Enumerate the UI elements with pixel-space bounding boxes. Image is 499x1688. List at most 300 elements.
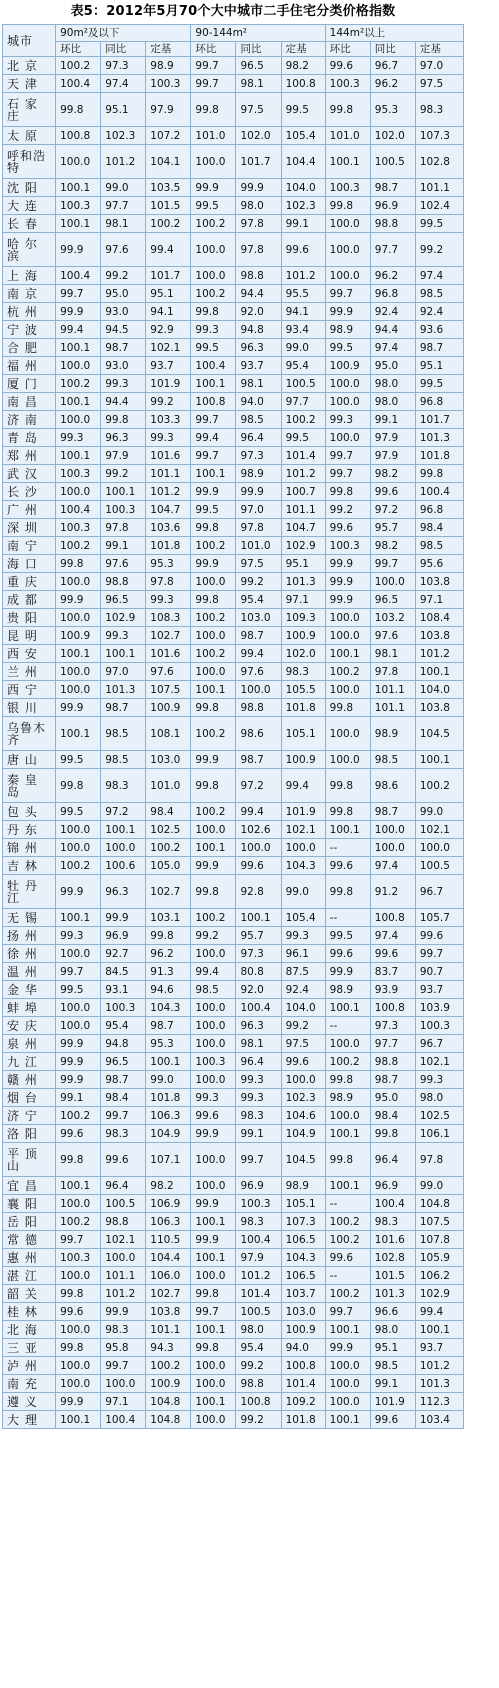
value-cell: 101.8 bbox=[415, 447, 463, 465]
value-cell: 104.5 bbox=[281, 1143, 325, 1177]
value-cell: -- bbox=[325, 1017, 370, 1035]
city-cell: 天 津 bbox=[3, 75, 56, 93]
value-cell: 97.3 bbox=[236, 447, 281, 465]
value-cell: 99.0 bbox=[146, 1071, 191, 1089]
value-cell: 104.0 bbox=[281, 999, 325, 1017]
value-cell: 97.8 bbox=[236, 215, 281, 233]
value-cell: 100.1 bbox=[236, 909, 281, 927]
value-cell: 103.8 bbox=[415, 573, 463, 591]
value-cell: 97.8 bbox=[370, 663, 415, 681]
value-cell: 95.4 bbox=[101, 1017, 146, 1035]
value-cell: 99.8 bbox=[56, 769, 101, 803]
value-cell: 100.2 bbox=[191, 215, 236, 233]
value-cell: 100.8 bbox=[281, 1357, 325, 1375]
value-cell: 101.5 bbox=[370, 1267, 415, 1285]
city-cell: 锦 州 bbox=[3, 839, 56, 857]
value-cell: 94.0 bbox=[236, 393, 281, 411]
city-cell: 太 原 bbox=[3, 127, 56, 145]
value-cell: 96.3 bbox=[236, 1017, 281, 1035]
value-cell: 101.1 bbox=[370, 681, 415, 699]
value-cell: 100.1 bbox=[191, 375, 236, 393]
value-cell: 97.7 bbox=[370, 1035, 415, 1053]
value-cell: 99.0 bbox=[415, 803, 463, 821]
value-cell: 98.3 bbox=[101, 1125, 146, 1143]
value-cell: 110.5 bbox=[146, 1231, 191, 1249]
value-cell: 97.7 bbox=[370, 233, 415, 267]
value-cell: 105.4 bbox=[281, 909, 325, 927]
value-cell: 100.0 bbox=[281, 1071, 325, 1089]
table-row bbox=[3, 429, 464, 447]
city-cell: 合 肥 bbox=[3, 339, 56, 357]
value-cell: 107.3 bbox=[281, 1213, 325, 1231]
value-cell: 100.1 bbox=[56, 393, 101, 411]
value-cell: 100.2 bbox=[56, 375, 101, 393]
value-cell: 92.9 bbox=[146, 321, 191, 339]
value-cell: 100.3 bbox=[56, 197, 101, 215]
city-cell: 长 沙 bbox=[3, 483, 56, 501]
value-cell: 100.1 bbox=[191, 839, 236, 857]
value-cell: 99.5 bbox=[415, 375, 463, 393]
value-cell: 100.4 bbox=[56, 267, 101, 285]
value-cell: 100.7 bbox=[281, 483, 325, 501]
value-cell: 102.9 bbox=[415, 1285, 463, 1303]
value-cell: 100.0 bbox=[191, 1177, 236, 1195]
value-cell: 97.1 bbox=[415, 591, 463, 609]
table-row bbox=[3, 573, 464, 591]
value-cell: 99.7 bbox=[191, 1303, 236, 1321]
value-cell: 104.3 bbox=[281, 857, 325, 875]
value-cell: 93.7 bbox=[415, 981, 463, 999]
value-cell: 99.8 bbox=[325, 93, 370, 127]
value-cell: 99.6 bbox=[370, 945, 415, 963]
value-cell: 99.4 bbox=[191, 429, 236, 447]
value-cell: 95.5 bbox=[281, 285, 325, 303]
value-cell: 106.5 bbox=[281, 1231, 325, 1249]
value-cell: 102.0 bbox=[370, 127, 415, 145]
value-cell: 97.4 bbox=[370, 857, 415, 875]
value-cell: 98.9 bbox=[325, 321, 370, 339]
value-cell: 99.9 bbox=[325, 591, 370, 609]
value-cell: 100.0 bbox=[191, 573, 236, 591]
value-cell: 93.7 bbox=[146, 357, 191, 375]
table-row bbox=[3, 1231, 464, 1249]
value-cell: 100.3 bbox=[101, 501, 146, 519]
value-cell: 98.7 bbox=[370, 179, 415, 197]
value-cell: 97.2 bbox=[370, 501, 415, 519]
value-cell: 99.5 bbox=[56, 803, 101, 821]
value-cell: 99.6 bbox=[415, 927, 463, 945]
table-row bbox=[3, 1393, 464, 1411]
table-row bbox=[3, 1107, 464, 1125]
value-cell: 100.1 bbox=[415, 1321, 463, 1339]
value-cell: 93.0 bbox=[101, 357, 146, 375]
value-cell: 100.1 bbox=[101, 483, 146, 501]
value-cell: 100.3 bbox=[191, 1053, 236, 1071]
value-cell: 108.4 bbox=[415, 609, 463, 627]
value-cell: 80.8 bbox=[236, 963, 281, 981]
value-cell: 95.4 bbox=[281, 357, 325, 375]
value-cell: 103.1 bbox=[146, 909, 191, 927]
city-cell: 郑 州 bbox=[3, 447, 56, 465]
value-cell: 102.4 bbox=[415, 197, 463, 215]
value-cell: 98.1 bbox=[370, 645, 415, 663]
value-cell: 94.0 bbox=[281, 1339, 325, 1357]
city-cell: 泉 州 bbox=[3, 1035, 56, 1053]
table-row bbox=[3, 945, 464, 963]
value-cell: 96.7 bbox=[415, 875, 463, 909]
value-cell: 100.1 bbox=[191, 1249, 236, 1267]
value-cell: 104.8 bbox=[146, 1393, 191, 1411]
value-cell: 100.0 bbox=[56, 1321, 101, 1339]
table-row bbox=[3, 1089, 464, 1107]
value-cell: 100.1 bbox=[325, 1411, 370, 1429]
value-cell: 99.5 bbox=[56, 981, 101, 999]
table-row bbox=[3, 1267, 464, 1285]
value-cell: 100.8 bbox=[56, 127, 101, 145]
value-cell: 99.8 bbox=[56, 1143, 101, 1177]
value-cell: 100.9 bbox=[281, 1321, 325, 1339]
value-cell: 97.0 bbox=[101, 663, 146, 681]
value-cell: 100.1 bbox=[191, 1393, 236, 1411]
value-cell: 98.1 bbox=[101, 215, 146, 233]
value-cell: 100.0 bbox=[56, 145, 101, 179]
value-cell: 99.9 bbox=[56, 1053, 101, 1071]
value-cell: 101.3 bbox=[415, 429, 463, 447]
value-cell: 106.9 bbox=[146, 1195, 191, 1213]
value-cell: 98.2 bbox=[370, 465, 415, 483]
city-cell: 济 南 bbox=[3, 411, 56, 429]
value-cell: 99.4 bbox=[236, 803, 281, 821]
value-cell: 97.6 bbox=[236, 663, 281, 681]
table-row bbox=[3, 645, 464, 663]
value-cell: 100.9 bbox=[281, 627, 325, 645]
value-cell: 100.8 bbox=[370, 999, 415, 1017]
table-row bbox=[3, 1339, 464, 1357]
value-cell: 94.1 bbox=[146, 303, 191, 321]
value-cell: 94.1 bbox=[281, 303, 325, 321]
value-cell: 97.4 bbox=[370, 927, 415, 945]
city-cell: 昆 明 bbox=[3, 627, 56, 645]
value-cell: 100.6 bbox=[101, 857, 146, 875]
value-cell: 96.2 bbox=[370, 267, 415, 285]
table-row bbox=[3, 821, 464, 839]
table-row bbox=[3, 519, 464, 537]
value-cell: 99.0 bbox=[101, 179, 146, 197]
value-cell: 100.0 bbox=[191, 1143, 236, 1177]
value-cell: 107.5 bbox=[146, 681, 191, 699]
value-cell: 107.5 bbox=[415, 1213, 463, 1231]
value-cell: 100.9 bbox=[146, 1375, 191, 1393]
city-cell: 包 头 bbox=[3, 803, 56, 821]
value-cell: 100.4 bbox=[191, 357, 236, 375]
table-row bbox=[3, 663, 464, 681]
table-row bbox=[3, 909, 464, 927]
value-cell: 96.3 bbox=[236, 339, 281, 357]
value-cell: 99.3 bbox=[101, 375, 146, 393]
value-cell: 100.2 bbox=[191, 717, 236, 751]
table-row bbox=[3, 145, 464, 179]
value-cell: 99.2 bbox=[415, 233, 463, 267]
value-cell: 97.8 bbox=[415, 1143, 463, 1177]
table-row bbox=[3, 1411, 464, 1429]
value-cell: 98.8 bbox=[101, 1213, 146, 1231]
city-cell: 南 宁 bbox=[3, 537, 56, 555]
city-cell: 武 汉 bbox=[3, 465, 56, 483]
value-cell: 98.8 bbox=[236, 699, 281, 717]
value-cell: 97.5 bbox=[236, 555, 281, 573]
value-cell: 98.0 bbox=[370, 1321, 415, 1339]
value-cell: 100.0 bbox=[325, 1035, 370, 1053]
table-row bbox=[3, 1249, 464, 1267]
value-cell: 93.4 bbox=[281, 321, 325, 339]
value-cell: 95.1 bbox=[281, 555, 325, 573]
value-cell: 100.0 bbox=[56, 411, 101, 429]
value-cell: 99.8 bbox=[101, 411, 146, 429]
value-cell: 100.0 bbox=[370, 821, 415, 839]
value-cell: 95.8 bbox=[101, 1339, 146, 1357]
value-cell: 97.5 bbox=[415, 75, 463, 93]
value-cell: 98.0 bbox=[236, 197, 281, 215]
value-cell: 99.4 bbox=[56, 321, 101, 339]
city-cell: 西 安 bbox=[3, 645, 56, 663]
value-cell: 99.5 bbox=[325, 339, 370, 357]
value-cell: 100.9 bbox=[325, 357, 370, 375]
table-row bbox=[3, 1321, 464, 1339]
value-cell: 101.7 bbox=[415, 411, 463, 429]
value-cell: 100.0 bbox=[191, 1071, 236, 1089]
value-cell: 99.2 bbox=[281, 1017, 325, 1035]
value-cell: 100.2 bbox=[281, 411, 325, 429]
table-row bbox=[3, 357, 464, 375]
value-cell: 99.9 bbox=[56, 1393, 101, 1411]
value-cell: 100.0 bbox=[325, 267, 370, 285]
table-row bbox=[3, 803, 464, 821]
value-cell: 100.0 bbox=[325, 393, 370, 411]
value-cell: 100.1 bbox=[325, 145, 370, 179]
value-cell: 99.8 bbox=[191, 303, 236, 321]
value-cell: 104.9 bbox=[281, 1125, 325, 1143]
table-row bbox=[3, 1143, 464, 1177]
city-cell: 广 州 bbox=[3, 501, 56, 519]
value-cell: 99.6 bbox=[101, 1143, 146, 1177]
city-cell: 福 州 bbox=[3, 357, 56, 375]
value-cell: 100.0 bbox=[56, 821, 101, 839]
city-cell: 哈 尔 滨 bbox=[3, 233, 56, 267]
value-cell: 102.7 bbox=[146, 627, 191, 645]
value-cell: 100.0 bbox=[325, 1357, 370, 1375]
city-cell: 西 宁 bbox=[3, 681, 56, 699]
value-cell: 101.1 bbox=[146, 1321, 191, 1339]
value-cell: 98.7 bbox=[236, 751, 281, 769]
value-cell: 98.0 bbox=[370, 393, 415, 411]
table-row bbox=[3, 57, 464, 75]
value-cell: 99.8 bbox=[191, 519, 236, 537]
value-cell: 95.3 bbox=[146, 555, 191, 573]
value-cell: 92.8 bbox=[236, 875, 281, 909]
value-cell: 99.8 bbox=[56, 93, 101, 127]
value-cell: 99.1 bbox=[236, 1125, 281, 1143]
value-cell: 101.1 bbox=[281, 501, 325, 519]
table-row bbox=[3, 375, 464, 393]
value-cell: 100.0 bbox=[191, 627, 236, 645]
value-cell: 101.1 bbox=[415, 179, 463, 197]
value-cell: 101.1 bbox=[101, 1267, 146, 1285]
table-row bbox=[3, 999, 464, 1017]
header-sub: 同比 bbox=[101, 42, 146, 57]
table-row bbox=[3, 751, 464, 769]
value-cell: 102.9 bbox=[281, 537, 325, 555]
value-cell: 101.0 bbox=[146, 769, 191, 803]
value-cell: 99.9 bbox=[191, 857, 236, 875]
value-cell: 103.8 bbox=[415, 627, 463, 645]
value-cell: 102.8 bbox=[370, 1249, 415, 1267]
table-row bbox=[3, 93, 464, 127]
value-cell: 101.2 bbox=[101, 145, 146, 179]
city-cell: 青 岛 bbox=[3, 429, 56, 447]
table-row bbox=[3, 875, 464, 909]
value-cell: 100.1 bbox=[191, 1213, 236, 1231]
value-cell: 100.1 bbox=[325, 1177, 370, 1195]
value-cell: 98.3 bbox=[415, 93, 463, 127]
city-cell: 泸 州 bbox=[3, 1357, 56, 1375]
value-cell: 99.3 bbox=[236, 1089, 281, 1107]
value-cell: 92.0 bbox=[236, 303, 281, 321]
table-row bbox=[3, 769, 464, 803]
city-cell: 乌鲁木齐 bbox=[3, 717, 56, 751]
value-cell: 99.5 bbox=[56, 751, 101, 769]
value-cell: 99.8 bbox=[191, 1285, 236, 1303]
table-row bbox=[3, 839, 464, 857]
value-cell: 96.9 bbox=[370, 197, 415, 215]
value-cell: 100.0 bbox=[370, 839, 415, 857]
value-cell: 101.6 bbox=[146, 645, 191, 663]
value-cell: 100.2 bbox=[146, 1357, 191, 1375]
value-cell: 100.2 bbox=[56, 1107, 101, 1125]
value-cell: 102.1 bbox=[146, 339, 191, 357]
value-cell: 99.1 bbox=[370, 1375, 415, 1393]
value-cell: 97.8 bbox=[101, 519, 146, 537]
value-cell: 99.4 bbox=[415, 1303, 463, 1321]
value-cell: 100.0 bbox=[56, 1375, 101, 1393]
value-cell: 101.2 bbox=[101, 1285, 146, 1303]
value-cell: 97.6 bbox=[370, 627, 415, 645]
value-cell: 99.8 bbox=[325, 803, 370, 821]
value-cell: 99.8 bbox=[325, 1071, 370, 1089]
value-cell: 104.5 bbox=[415, 717, 463, 751]
value-cell: 98.7 bbox=[236, 627, 281, 645]
value-cell: 106.3 bbox=[146, 1107, 191, 1125]
value-cell: 100.0 bbox=[191, 1035, 236, 1053]
value-cell: 105.7 bbox=[415, 909, 463, 927]
value-cell: 99.3 bbox=[191, 1089, 236, 1107]
value-cell: 99.6 bbox=[281, 233, 325, 267]
value-cell: 100.1 bbox=[146, 1053, 191, 1071]
value-cell: 98.7 bbox=[370, 803, 415, 821]
value-cell: 99.8 bbox=[191, 1339, 236, 1357]
table-row bbox=[3, 981, 464, 999]
table-row bbox=[3, 303, 464, 321]
value-cell: 104.1 bbox=[146, 145, 191, 179]
table-row bbox=[3, 339, 464, 357]
value-cell: 99.9 bbox=[325, 303, 370, 321]
value-cell: 100.1 bbox=[56, 179, 101, 197]
value-cell: 93.6 bbox=[415, 321, 463, 339]
value-cell: 100.0 bbox=[56, 999, 101, 1017]
value-cell: 98.5 bbox=[370, 751, 415, 769]
value-cell: 100.3 bbox=[236, 1195, 281, 1213]
value-cell: 100.0 bbox=[415, 839, 463, 857]
value-cell: 98.7 bbox=[101, 699, 146, 717]
city-cell: 赣 州 bbox=[3, 1071, 56, 1089]
value-cell: 99.7 bbox=[56, 1231, 101, 1249]
value-cell: 93.9 bbox=[370, 981, 415, 999]
value-cell: 95.0 bbox=[101, 285, 146, 303]
value-cell: 99.9 bbox=[325, 555, 370, 573]
value-cell: 99.6 bbox=[325, 945, 370, 963]
city-cell: 海 口 bbox=[3, 555, 56, 573]
value-cell: 99.3 bbox=[191, 321, 236, 339]
value-cell: 100.1 bbox=[325, 999, 370, 1017]
value-cell: 100.0 bbox=[370, 573, 415, 591]
value-cell: 100.1 bbox=[56, 909, 101, 927]
value-cell: 99.9 bbox=[56, 233, 101, 267]
value-cell: 100.9 bbox=[146, 699, 191, 717]
value-cell: 104.4 bbox=[146, 1249, 191, 1267]
value-cell: 100.1 bbox=[191, 1321, 236, 1339]
value-cell: 100.4 bbox=[56, 75, 101, 93]
value-cell: 103.9 bbox=[415, 999, 463, 1017]
value-cell: 104.0 bbox=[415, 681, 463, 699]
value-cell: 101.9 bbox=[281, 803, 325, 821]
city-cell: 呼和浩特 bbox=[3, 145, 56, 179]
city-cell: 九 江 bbox=[3, 1053, 56, 1071]
value-cell: 100.0 bbox=[236, 839, 281, 857]
value-cell: 98.3 bbox=[370, 1213, 415, 1231]
value-cell: 99.6 bbox=[191, 1107, 236, 1125]
value-cell: 99.6 bbox=[236, 857, 281, 875]
value-cell: 102.9 bbox=[101, 609, 146, 627]
value-cell: 101.4 bbox=[281, 1375, 325, 1393]
city-cell: 成 都 bbox=[3, 591, 56, 609]
value-cell: 99.9 bbox=[325, 573, 370, 591]
value-cell: 104.4 bbox=[281, 145, 325, 179]
value-cell: 99.6 bbox=[56, 1125, 101, 1143]
value-cell: 100.2 bbox=[325, 663, 370, 681]
value-cell: 101.8 bbox=[281, 1411, 325, 1429]
value-cell: 97.2 bbox=[101, 803, 146, 821]
value-cell: 99.5 bbox=[281, 93, 325, 127]
value-cell: 98.9 bbox=[370, 717, 415, 751]
value-cell: 98.4 bbox=[146, 803, 191, 821]
value-cell: 98.5 bbox=[415, 537, 463, 555]
value-cell: 103.5 bbox=[146, 179, 191, 197]
value-cell: 96.9 bbox=[101, 927, 146, 945]
value-cell: 101.6 bbox=[146, 447, 191, 465]
value-cell: 99.8 bbox=[325, 875, 370, 909]
value-cell: 100.4 bbox=[370, 1195, 415, 1213]
value-cell: 98.7 bbox=[370, 1071, 415, 1089]
value-cell: 96.5 bbox=[101, 1053, 146, 1071]
value-cell: 101.0 bbox=[236, 537, 281, 555]
value-cell: -- bbox=[325, 1267, 370, 1285]
value-cell: 101.3 bbox=[281, 573, 325, 591]
city-cell: 无 锡 bbox=[3, 909, 56, 927]
value-cell: 99.1 bbox=[56, 1089, 101, 1107]
value-cell: 97.8 bbox=[236, 519, 281, 537]
value-cell: 96.4 bbox=[370, 1143, 415, 1177]
value-cell: 103.0 bbox=[236, 609, 281, 627]
value-cell: 100.2 bbox=[191, 803, 236, 821]
